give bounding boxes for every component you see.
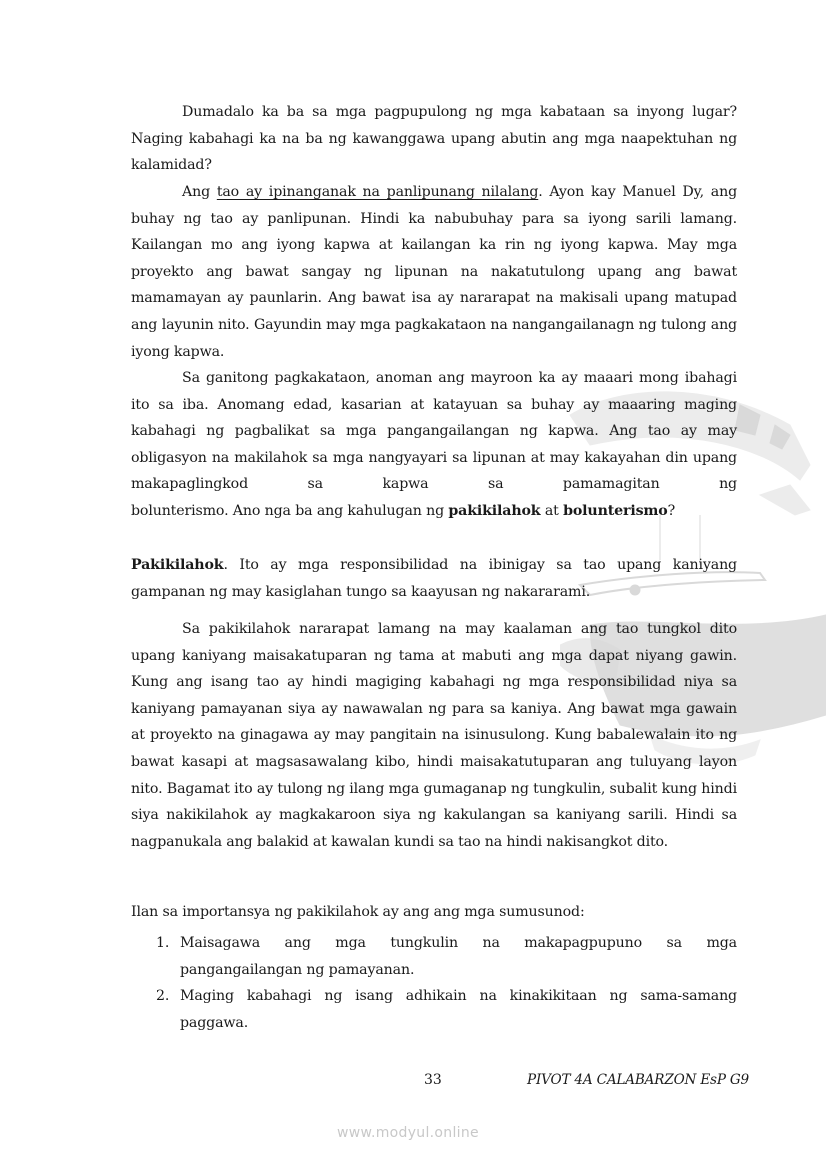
paragraph-opportunity: [131, 365, 737, 525]
paragraph-3-main: Sa ganitong pagkakataon, anoman ang mayroon ka ay maaari mong ibahagi ito sa iba. Anomang edad, kasarian at katayuan sa buhay ay maaaring maging kabahagi ng pagbalikat sa mga pangangailangan ng kapwa. Ang tao ay may obligasyon na makilahok sa mga nangyayari sa lipunan at may kakayahan din upang makapaglingkod sa kapwa sa pamamagitan ng: [131, 370, 737, 493]
bold-term-pakikilahok: pakikilahok: [448, 502, 541, 519]
paragraph-4: Sa pakikilahok nararapat lamang na may kaalaman ang tao tungkol dito upang kaniyang maisakatuparan ng tama at mabuti ang mga dapat niyang gawin. Kung ang isang tao ay hindi magiging kabahagi ng mga responsibilidad niya sa kaniyang pamayanan siya ay nawawalan ng para sa kaniya. Ang bawat mga gawain at proyekto na ginagawa ay may pangitain na isinusulong. Kung babalewalain ito ng bawat kasapi at magsasawalang kibo, hindi maisakatutuparan ang tuluyang layon nito. Bagamat ito ay tulong ng ilang mga gumaganap ng tungkulin, subalit kung hindi siya nakikilahok ay magkakaroon siya ng kakulangan sa kaniyang sarili. Hindi sa nagpanukala ang balakid at kawalan kundi sa tao na hindi nakisangkot dito.: [131, 621, 737, 850]
list-item-line2: paggawa.: [180, 1014, 249, 1031]
paragraph-3-tail: bolunterismo. Ano nga ba ang kahulugan ng: [131, 502, 449, 519]
list-item-line2: pangangailangan ng pamayanan.: [180, 961, 415, 978]
definition-text: . Ito ay mga responsibilidad na ibinigay sa tao upang kaniyang gampanan ng may kasiglahan tungo sa kaayusan ng nakararami.: [131, 557, 737, 600]
list-item: [131, 983, 737, 1036]
page-number: 33: [424, 1072, 442, 1088]
list-intro-text: Ilan sa importansya ng pakikilahok ay ang ang mga sumusunod:: [131, 904, 585, 920]
footer-title: PIVOT 4A CALABARZON EsP G9: [527, 1072, 749, 1088]
list-item-line1: Maging kabahagi ng isang adhikain na kinakikitaan ng sama-samang: [180, 988, 737, 1005]
paragraph-social-being: [131, 179, 737, 365]
paragraph-1: Dumadalo ka ba sa mga pagpupulong ng mga kabataan sa inyong lugar? Naging kabahagi ka na ba ng kawanggawa upang abutin ang mga naapektuhan ng kalamidad?: [131, 104, 737, 174]
list-intro: [131, 899, 737, 926]
importance-list: [131, 930, 737, 1036]
paragraph-3-end: ?: [667, 502, 676, 519]
list-number: 2.: [156, 988, 170, 1005]
paragraph-intro-questions: [131, 99, 737, 179]
definition-pakikilahok: [131, 552, 737, 605]
paragraph-participation: [131, 616, 737, 855]
definition-term: Pakikilahok: [131, 557, 224, 573]
paragraph-2-prefix: Ang: [182, 184, 217, 200]
site-watermark: www.modyul.online: [337, 1125, 479, 1141]
underlined-phrase: tao ay ipinanganak na panlipunang nilalang: [216, 184, 539, 200]
list-item-line1: Maisagawa ang mga tungkulin na makapagpupuno sa mga: [180, 935, 737, 951]
bold-term-bolunterismo: bolunterismo: [563, 502, 668, 519]
paragraph-3-mid: at: [540, 502, 564, 519]
paragraph-2-rest: . Ayon kay Manuel Dy, ang buhay ng tao ay panlipunan. Hindi ka nabubuhay para sa iyong sarili lamang. Kailangan mo ang iyong kapwa at kailangan ka rin ng iyong kapwa. May mga proyekto ang bawat sangay ng lipunan na nakatutulong upang ang bawat mamamayan ay paunlarin. Ang bawat isa ay nararapat na makisali upang matupad ang layunin nito. Gayundin may mga pagkakataon na nangangailanagn ng tulong ang iyong kapwa.: [131, 184, 737, 360]
list-item: [131, 930, 737, 983]
list-number: 1.: [156, 935, 170, 951]
